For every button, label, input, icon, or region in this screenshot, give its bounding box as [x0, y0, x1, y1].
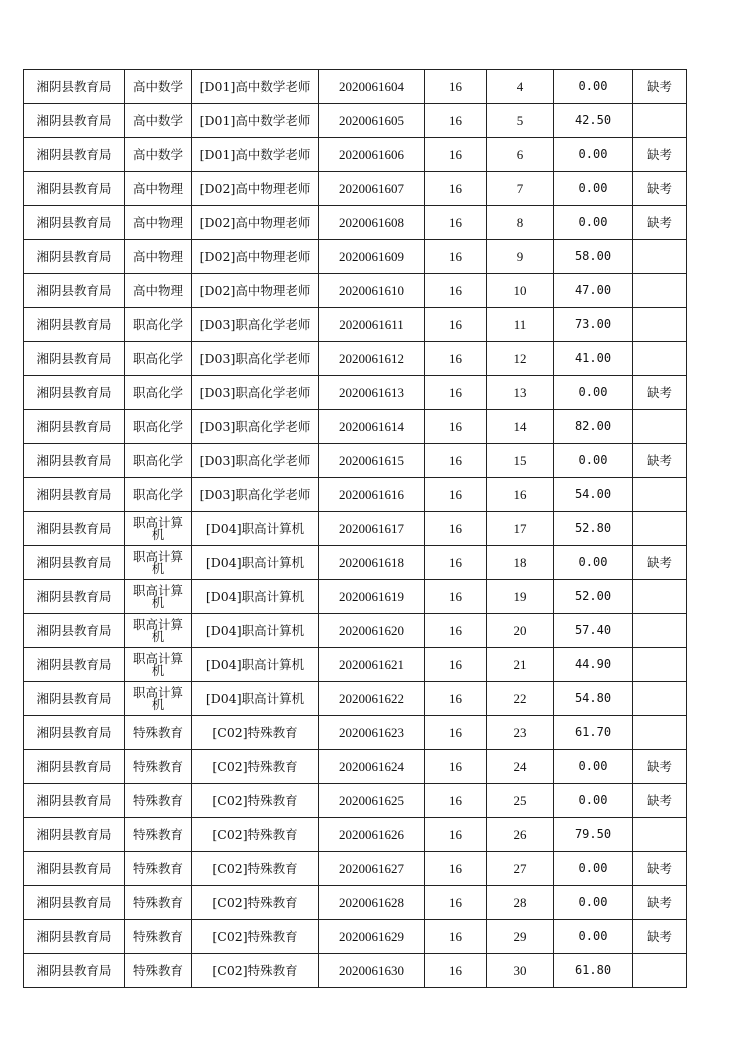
cell-seat-number: 20	[487, 614, 554, 648]
cell-position: [D01]高中数学老师	[192, 70, 319, 104]
cell-ticket-number: 2020061618	[319, 546, 425, 580]
cell-exam-room: 16	[425, 920, 487, 954]
cell-seat-number: 23	[487, 716, 554, 750]
cell-subject: 职高计算机	[125, 512, 192, 546]
cell-seat-number: 8	[487, 206, 554, 240]
cell-exam-room: 16	[425, 546, 487, 580]
cell-position: [C02]特殊教育	[192, 750, 319, 784]
cell-score: 82.00	[554, 410, 633, 444]
cell-seat-number: 9	[487, 240, 554, 274]
cell-exam-room: 16	[425, 512, 487, 546]
cell-exam-room: 16	[425, 342, 487, 376]
cell-score: 0.00	[554, 852, 633, 886]
cell-ticket-number: 2020061624	[319, 750, 425, 784]
cell-subject: 职高化学	[125, 410, 192, 444]
cell-exam-room: 16	[425, 138, 487, 172]
table-row	[24, 580, 687, 614]
cell-subject: 职高计算机	[125, 580, 192, 614]
table-row	[24, 376, 687, 410]
cell-score: 0.00	[554, 886, 633, 920]
cell-ticket-number: 2020061614	[319, 410, 425, 444]
table-row	[24, 410, 687, 444]
cell-seat-number: 21	[487, 648, 554, 682]
cell-exam-room: 16	[425, 818, 487, 852]
table-row	[24, 308, 687, 342]
cell-score: 0.00	[554, 444, 633, 478]
cell-subject: 职高计算机	[125, 682, 192, 716]
cell-position: [D03]职高化学老师	[192, 410, 319, 444]
cell-remark	[633, 410, 687, 444]
cell-ticket-number: 2020061607	[319, 172, 425, 206]
score-table	[23, 69, 687, 988]
cell-position: [C02]特殊教育	[192, 818, 319, 852]
cell-ticket-number: 2020061620	[319, 614, 425, 648]
cell-remark: 缺考	[633, 138, 687, 172]
cell-score: 79.50	[554, 818, 633, 852]
cell-remark	[633, 580, 687, 614]
cell-position: [D04]职高计算机	[192, 682, 319, 716]
table-row	[24, 818, 687, 852]
cell-unit: 湘阴县教育局	[24, 376, 125, 410]
cell-remark	[633, 818, 687, 852]
cell-remark	[633, 240, 687, 274]
cell-subject: 职高计算机	[125, 546, 192, 580]
cell-score: 0.00	[554, 376, 633, 410]
cell-position: [D04]职高计算机	[192, 614, 319, 648]
cell-ticket-number: 2020061628	[319, 886, 425, 920]
table-row	[24, 954, 687, 988]
cell-subject: 特殊教育	[125, 750, 192, 784]
cell-exam-room: 16	[425, 954, 487, 988]
cell-exam-room: 16	[425, 580, 487, 614]
cell-unit: 湘阴县教育局	[24, 138, 125, 172]
cell-subject: 高中物理	[125, 274, 192, 308]
cell-unit: 湘阴县教育局	[24, 172, 125, 206]
cell-ticket-number: 2020061621	[319, 648, 425, 682]
cell-position: [D04]职高计算机	[192, 546, 319, 580]
cell-unit: 湘阴县教育局	[24, 274, 125, 308]
cell-ticket-number: 2020061623	[319, 716, 425, 750]
cell-seat-number: 19	[487, 580, 554, 614]
cell-exam-room: 16	[425, 852, 487, 886]
cell-seat-number: 10	[487, 274, 554, 308]
cell-seat-number: 28	[487, 886, 554, 920]
cell-unit: 湘阴县教育局	[24, 784, 125, 818]
cell-seat-number: 17	[487, 512, 554, 546]
cell-ticket-number: 2020061619	[319, 580, 425, 614]
cell-unit: 湘阴县教育局	[24, 342, 125, 376]
cell-remark: 缺考	[633, 206, 687, 240]
cell-position: [D02]高中物理老师	[192, 274, 319, 308]
cell-exam-room: 16	[425, 376, 487, 410]
cell-subject: 职高化学	[125, 308, 192, 342]
cell-ticket-number: 2020061622	[319, 682, 425, 716]
cell-score: 73.00	[554, 308, 633, 342]
cell-seat-number: 29	[487, 920, 554, 954]
cell-unit: 湘阴县教育局	[24, 716, 125, 750]
cell-remark: 缺考	[633, 920, 687, 954]
cell-seat-number: 5	[487, 104, 554, 138]
cell-ticket-number: 2020061612	[319, 342, 425, 376]
cell-score: 52.00	[554, 580, 633, 614]
cell-remark: 缺考	[633, 852, 687, 886]
cell-position: [C02]特殊教育	[192, 716, 319, 750]
cell-score: 0.00	[554, 172, 633, 206]
cell-subject: 高中数学	[125, 70, 192, 104]
cell-seat-number: 6	[487, 138, 554, 172]
cell-subject: 高中物理	[125, 172, 192, 206]
cell-exam-room: 16	[425, 784, 487, 818]
cell-position: [D02]高中物理老师	[192, 172, 319, 206]
table-row	[24, 444, 687, 478]
cell-ticket-number: 2020061608	[319, 206, 425, 240]
cell-subject: 职高计算机	[125, 614, 192, 648]
cell-exam-room: 16	[425, 750, 487, 784]
cell-unit: 湘阴县教育局	[24, 614, 125, 648]
cell-score: 58.00	[554, 240, 633, 274]
cell-position: [D03]职高化学老师	[192, 342, 319, 376]
cell-subject: 高中物理	[125, 240, 192, 274]
cell-remark: 缺考	[633, 750, 687, 784]
cell-score: 61.70	[554, 716, 633, 750]
cell-score: 0.00	[554, 70, 633, 104]
cell-remark	[633, 682, 687, 716]
cell-ticket-number: 2020061604	[319, 70, 425, 104]
cell-position: [C02]特殊教育	[192, 784, 319, 818]
cell-remark: 缺考	[633, 376, 687, 410]
cell-seat-number: 4	[487, 70, 554, 104]
table-row	[24, 512, 687, 546]
cell-subject: 职高化学	[125, 478, 192, 512]
cell-unit: 湘阴县教育局	[24, 750, 125, 784]
cell-remark	[633, 716, 687, 750]
cell-ticket-number: 2020061625	[319, 784, 425, 818]
table-row	[24, 784, 687, 818]
cell-remark	[633, 614, 687, 648]
cell-remark	[633, 104, 687, 138]
cell-seat-number: 22	[487, 682, 554, 716]
cell-exam-room: 16	[425, 614, 487, 648]
cell-unit: 湘阴县教育局	[24, 512, 125, 546]
cell-ticket-number: 2020061630	[319, 954, 425, 988]
cell-exam-room: 16	[425, 682, 487, 716]
cell-unit: 湘阴县教育局	[24, 410, 125, 444]
cell-score: 0.00	[554, 920, 633, 954]
cell-subject: 特殊教育	[125, 852, 192, 886]
cell-position: [D01]高中数学老师	[192, 104, 319, 138]
cell-score: 57.40	[554, 614, 633, 648]
cell-ticket-number: 2020061616	[319, 478, 425, 512]
cell-position: [D04]职高计算机	[192, 512, 319, 546]
table-row	[24, 750, 687, 784]
cell-position: [D03]职高化学老师	[192, 376, 319, 410]
cell-position: [D03]职高化学老师	[192, 444, 319, 478]
table-row	[24, 206, 687, 240]
cell-ticket-number: 2020061629	[319, 920, 425, 954]
table-row	[24, 852, 687, 886]
cell-exam-room: 16	[425, 444, 487, 478]
cell-remark: 缺考	[633, 886, 687, 920]
cell-exam-room: 16	[425, 172, 487, 206]
cell-ticket-number: 2020061609	[319, 240, 425, 274]
cell-seat-number: 14	[487, 410, 554, 444]
cell-exam-room: 16	[425, 410, 487, 444]
cell-unit: 湘阴县教育局	[24, 648, 125, 682]
cell-seat-number: 13	[487, 376, 554, 410]
cell-score: 41.00	[554, 342, 633, 376]
cell-position: [D03]职高化学老师	[192, 478, 319, 512]
cell-position: [C02]特殊教育	[192, 886, 319, 920]
cell-exam-room: 16	[425, 104, 487, 138]
cell-subject: 职高化学	[125, 376, 192, 410]
cell-seat-number: 15	[487, 444, 554, 478]
cell-ticket-number: 2020061627	[319, 852, 425, 886]
cell-remark: 缺考	[633, 784, 687, 818]
cell-subject: 高中数学	[125, 138, 192, 172]
table-row	[24, 886, 687, 920]
cell-unit: 湘阴县教育局	[24, 682, 125, 716]
cell-seat-number: 25	[487, 784, 554, 818]
cell-unit: 湘阴县教育局	[24, 240, 125, 274]
cell-subject: 特殊教育	[125, 716, 192, 750]
cell-exam-room: 16	[425, 716, 487, 750]
cell-seat-number: 18	[487, 546, 554, 580]
cell-score: 0.00	[554, 206, 633, 240]
table-row	[24, 614, 687, 648]
cell-ticket-number: 2020061617	[319, 512, 425, 546]
cell-score: 52.80	[554, 512, 633, 546]
cell-remark: 缺考	[633, 70, 687, 104]
cell-subject: 特殊教育	[125, 818, 192, 852]
cell-seat-number: 26	[487, 818, 554, 852]
cell-exam-room: 16	[425, 274, 487, 308]
cell-subject: 特殊教育	[125, 920, 192, 954]
cell-unit: 湘阴县教育局	[24, 818, 125, 852]
table-row	[24, 138, 687, 172]
cell-exam-room: 16	[425, 240, 487, 274]
table-row	[24, 920, 687, 954]
table-row	[24, 240, 687, 274]
cell-score: 0.00	[554, 784, 633, 818]
cell-position: [D04]职高计算机	[192, 580, 319, 614]
cell-remark	[633, 342, 687, 376]
cell-remark	[633, 512, 687, 546]
cell-score: 0.00	[554, 138, 633, 172]
cell-ticket-number: 2020061613	[319, 376, 425, 410]
cell-seat-number: 30	[487, 954, 554, 988]
cell-score: 54.00	[554, 478, 633, 512]
cell-unit: 湘阴县教育局	[24, 308, 125, 342]
cell-unit: 湘阴县教育局	[24, 954, 125, 988]
cell-subject: 特殊教育	[125, 784, 192, 818]
cell-unit: 湘阴县教育局	[24, 580, 125, 614]
cell-remark	[633, 648, 687, 682]
table-row	[24, 648, 687, 682]
cell-exam-room: 16	[425, 478, 487, 512]
cell-subject: 职高化学	[125, 342, 192, 376]
cell-position: [D02]高中物理老师	[192, 240, 319, 274]
table-row	[24, 70, 687, 104]
cell-subject: 特殊教育	[125, 886, 192, 920]
cell-remark: 缺考	[633, 172, 687, 206]
cell-seat-number: 24	[487, 750, 554, 784]
cell-ticket-number: 2020061626	[319, 818, 425, 852]
table-row	[24, 172, 687, 206]
table-row	[24, 716, 687, 750]
cell-score: 44.90	[554, 648, 633, 682]
table-row	[24, 342, 687, 376]
cell-exam-room: 16	[425, 886, 487, 920]
table-body	[24, 70, 687, 988]
cell-score: 54.80	[554, 682, 633, 716]
cell-unit: 湘阴县教育局	[24, 478, 125, 512]
cell-subject: 职高化学	[125, 444, 192, 478]
cell-score: 0.00	[554, 546, 633, 580]
cell-position: [D02]高中物理老师	[192, 206, 319, 240]
cell-subject: 高中数学	[125, 104, 192, 138]
table-row	[24, 478, 687, 512]
table-row	[24, 104, 687, 138]
cell-position: [D01]高中数学老师	[192, 138, 319, 172]
cell-position: [C02]特殊教育	[192, 852, 319, 886]
cell-remark	[633, 954, 687, 988]
cell-subject: 职高计算机	[125, 648, 192, 682]
cell-unit: 湘阴县教育局	[24, 852, 125, 886]
cell-remark: 缺考	[633, 444, 687, 478]
cell-score: 47.00	[554, 274, 633, 308]
cell-seat-number: 7	[487, 172, 554, 206]
cell-unit: 湘阴县教育局	[24, 886, 125, 920]
cell-seat-number: 16	[487, 478, 554, 512]
table-row	[24, 546, 687, 580]
cell-position: [C02]特殊教育	[192, 920, 319, 954]
table-row	[24, 682, 687, 716]
cell-score: 42.50	[554, 104, 633, 138]
cell-score: 0.00	[554, 750, 633, 784]
cell-position: [C02]特殊教育	[192, 954, 319, 988]
cell-unit: 湘阴县教育局	[24, 546, 125, 580]
cell-subject: 高中物理	[125, 206, 192, 240]
cell-score: 61.80	[554, 954, 633, 988]
cell-exam-room: 16	[425, 308, 487, 342]
cell-seat-number: 11	[487, 308, 554, 342]
cell-position: [D03]职高化学老师	[192, 308, 319, 342]
cell-remark: 缺考	[633, 546, 687, 580]
cell-unit: 湘阴县教育局	[24, 920, 125, 954]
cell-seat-number: 27	[487, 852, 554, 886]
cell-ticket-number: 2020061615	[319, 444, 425, 478]
cell-ticket-number: 2020061606	[319, 138, 425, 172]
cell-exam-room: 16	[425, 206, 487, 240]
cell-remark	[633, 308, 687, 342]
cell-ticket-number: 2020061610	[319, 274, 425, 308]
cell-remark	[633, 274, 687, 308]
cell-ticket-number: 2020061611	[319, 308, 425, 342]
cell-ticket-number: 2020061605	[319, 104, 425, 138]
cell-seat-number: 12	[487, 342, 554, 376]
cell-exam-room: 16	[425, 70, 487, 104]
cell-unit: 湘阴县教育局	[24, 206, 125, 240]
cell-position: [D04]职高计算机	[192, 648, 319, 682]
cell-unit: 湘阴县教育局	[24, 70, 125, 104]
cell-unit: 湘阴县教育局	[24, 104, 125, 138]
cell-exam-room: 16	[425, 648, 487, 682]
cell-subject: 特殊教育	[125, 954, 192, 988]
table-row	[24, 274, 687, 308]
cell-remark	[633, 478, 687, 512]
cell-unit: 湘阴县教育局	[24, 444, 125, 478]
